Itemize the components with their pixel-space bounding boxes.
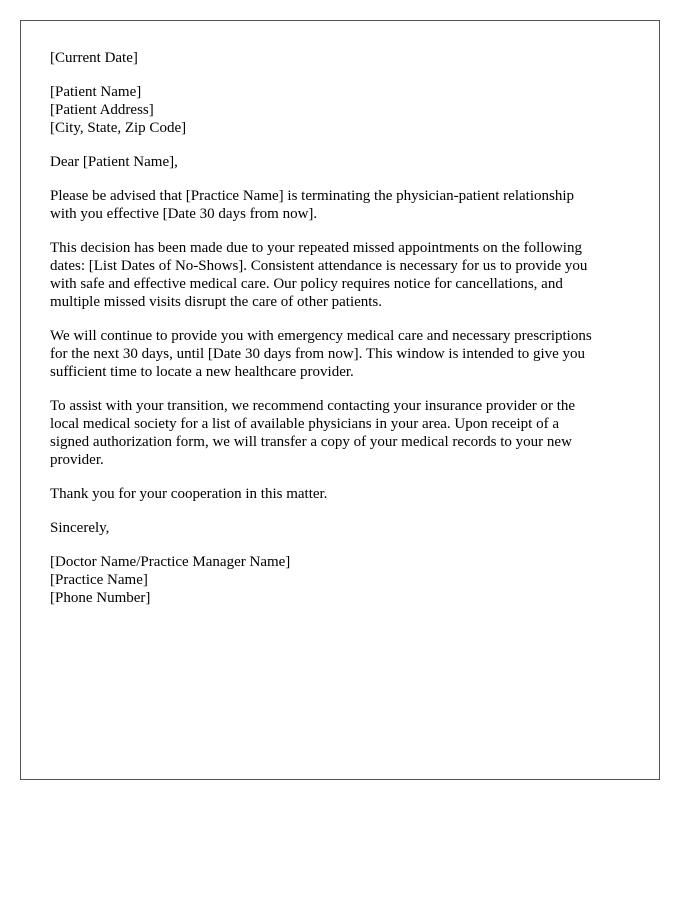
paragraph-line: Thank you for your cooperation in this matter.	[50, 486, 328, 502]
paragraph-termination-notice	[50, 187, 635, 223]
closing-block	[50, 519, 635, 537]
letter-body	[50, 49, 635, 623]
paragraph-line: local medical society for a list of available physicians in your area. Upon receipt of a	[50, 416, 559, 432]
paragraph-line: for the next 30 days, until [Date 30 days from now]. This window is intended to give you	[50, 346, 586, 362]
paragraph-line: sufficient time to locate a new healthcare provider.	[50, 364, 354, 380]
paragraph-transition-assistance	[50, 397, 635, 469]
recipient-city-state-zip: [City, State, Zip Code]	[50, 120, 187, 136]
paragraph-line: This decision has been made due to your repeated missed appointments on the following	[50, 240, 582, 256]
paragraph-line: with you effective [Date 30 days from now].	[50, 206, 318, 222]
recipient-address-block	[50, 83, 635, 137]
recipient-name: [Patient Name]	[50, 84, 142, 100]
paragraph-reason	[50, 239, 635, 311]
signature-name: [Doctor Name/Practice Manager Name]	[50, 554, 291, 570]
paragraph-thank-you	[50, 485, 635, 503]
paragraph-line: To assist with your transition, we recommend contacting your insurance provider or the	[50, 398, 576, 414]
salutation: Dear [Patient Name],	[50, 154, 178, 170]
paragraph-line: Please be advised that [Practice Name] is terminating the physician-patient relationship	[50, 188, 574, 204]
recipient-address: [Patient Address]	[50, 102, 154, 118]
signature-practice: [Practice Name]	[50, 572, 148, 588]
closing: Sincerely,	[50, 520, 110, 536]
signature-phone: [Phone Number]	[50, 590, 151, 606]
letter-date-block	[50, 49, 635, 67]
salutation-block	[50, 153, 635, 171]
paragraph-line: multiple missed visits disrupt the care of other patients.	[50, 294, 383, 310]
paragraph-line: signed authorization form, we will transfer a copy of your medical records to your new	[50, 434, 572, 450]
paragraph-line: We will continue to provide you with emergency medical care and necessary prescriptions	[50, 328, 592, 344]
signature-block	[50, 553, 635, 607]
paragraph-line: with safe and effective medical care. Our policy requires notice for cancellations, and	[50, 276, 563, 292]
letter-page	[20, 20, 660, 780]
paragraph-continued-care	[50, 327, 635, 381]
paragraph-line: dates: [List Dates of No-Shows]. Consistent attendance is necessary for us to provide you	[50, 258, 588, 274]
paragraph-line: provider.	[50, 452, 104, 468]
letter-date: [Current Date]	[50, 50, 138, 66]
